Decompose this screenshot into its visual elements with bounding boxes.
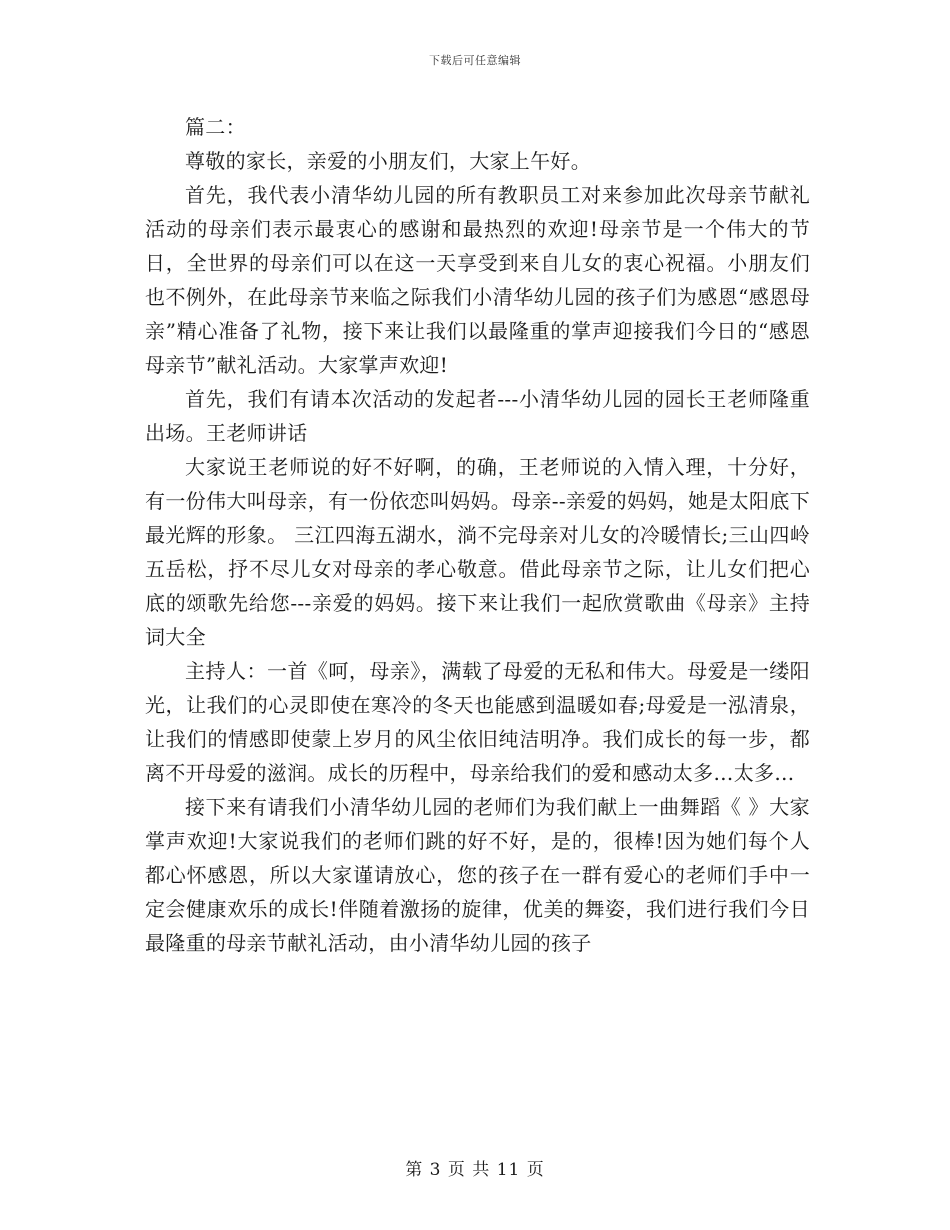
paragraph-song-intro: 大家说王老师说的好不好啊，的确，王老师说的入情入理，十分好，有一份伟大叫母亲，有一份依恋叫妈妈。母亲--亲爱的妈妈，她是太阳底下最光辉的形象。 三江四海五湖水，淌不完母亲对儿女的冷暖情长;三山四岭五岳松，抒不尽儿女对母亲的孝心敬意。借此母亲节之际，让儿女们把心底的颂歌先给您---亲爱的妈妈。接下来让我们一起欣赏歌曲《母亲》主持词大全 (145, 455, 810, 649)
page-header: 下载后可任意编辑 (429, 54, 521, 67)
paragraph-dance-intro: 接下来有请我们小清华幼儿园的老师们为我们献上一曲舞蹈《 》大家掌声欢迎!大家说我们的老师们跳的好不好，是的，很棒!因为她们每个人都心怀感恩，所以大家谨请放心，您的孩子在一群有爱心的老师们手中一定会健康欢乐的成长!伴随着激扬的旋律，优美的舞姿，我们进行我们今日最隆重的母亲节献礼活动，由小清华幼儿园的孩子 (145, 795, 810, 955)
page-footer: 第 3 页 共 11 页 (405, 1160, 545, 1180)
paragraph-host: 主持人：一首《呵，母亲》，满载了母爱的无私和伟大。母爱是一缕阳光，让我们的心灵即使在寒冷的冬天也能感到温暖如春;母爱是一泓清泉，让我们的情感即使蒙上岁月的风尘依旧纯洁明净。我们成长的每一步，都离不开母爱的滋润。成长的历程中，母亲给我们的爱和感动太多…太多… (145, 659, 810, 785)
document-body (145, 110, 810, 960)
paragraph-principal-intro: 首先，我们有请本次活动的发起者---小清华幼儿园的园长王老师隆重出场。王老师讲话 (145, 387, 810, 445)
paragraph-section-title: 篇二： (185, 115, 246, 139)
paragraph-greeting: 尊敬的家长，亲爱的小朋友们，大家上午好。 (185, 149, 591, 173)
paragraph-opening: 首先，我代表小清华幼儿园的所有教职员工对来参加此次母亲节献礼活动的母亲们表示最衷心的感谢和最热烈的欢迎!母亲节是一个伟大的节日，全世界的母亲们可以在这一天享受到来自儿女的衷心祝福。小朋友们也不例外，在此母亲节来临之际我们小清华幼儿园的孩子们为感恩“感恩母亲”精心准备了礼物，接下来让我们以最隆重的掌声迎接我们今日的“感恩母亲节”献礼活动。大家掌声欢迎! (145, 183, 810, 377)
